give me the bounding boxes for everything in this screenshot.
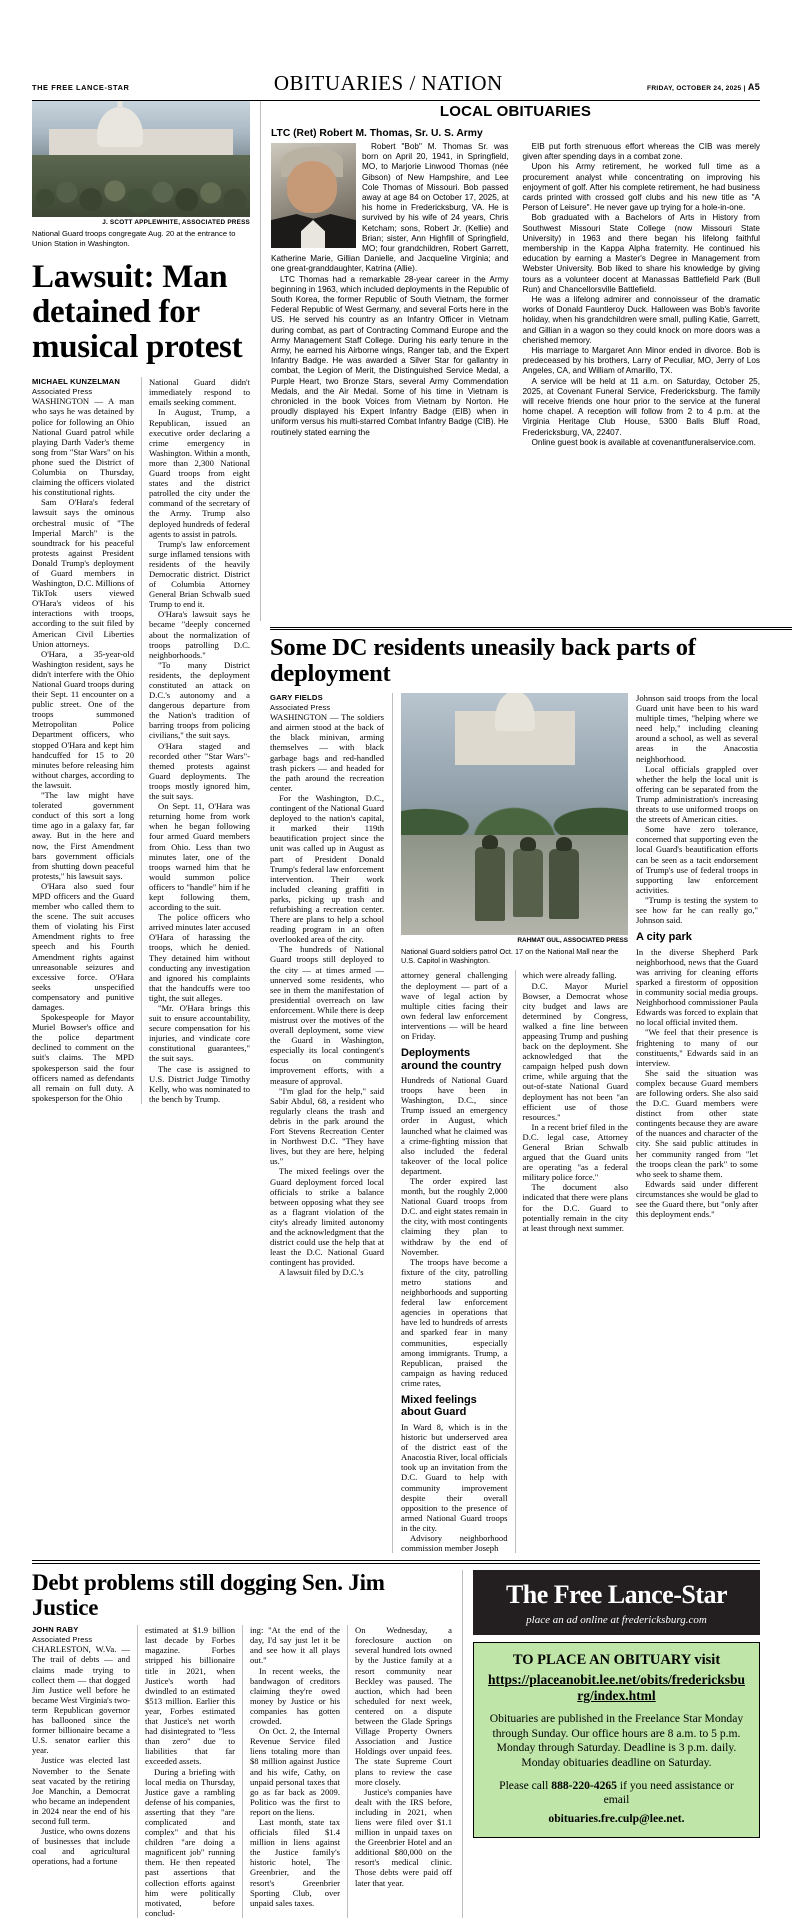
national-guard-photo [32, 101, 250, 217]
paragraph: On Sept. 11, O'Hara was returning home from work when he began following four armed Guard members from Ohio. Less than two minutes later, one of the troops warned him that he would summon police officers to "handle" him if he kept following them, according to the suit. [149, 801, 250, 913]
lead-column-1 [32, 377, 141, 1104]
paragraph: "I'm glad for the help," said Sabir Abdul, 68, a resident who regularly cleans the trash and debris in the park around the Fort Stevens Recreation Center in Northwest D.C. "They have lives, but they are here, helping us." [270, 1085, 384, 1167]
paragraph: The order expired last month, but the roughly 2,000 National Guard troops from D.C. and eight states remain in the city, with most contingents claiming they plan to withdraw by the end of November. [401, 1176, 508, 1257]
page-separator: | [743, 85, 748, 92]
lead-column-2 [141, 377, 250, 1104]
page-number: A5 [747, 82, 760, 92]
paper-name: THE FREE LANCE-STAR [32, 83, 130, 92]
ad-body-text: Obituaries are published in the Freelance Star Monday through Sunday. Our office hours are 8 a.m. to 5 p.m. Monday through Saturday. Deadline is 3 p.m. daily. Monday obituaries deadline on Saturday. [489, 1712, 744, 1769]
byline-org: Associated Press [32, 1634, 93, 1644]
debt-headline: Debt problems still dogging Sen. Jim Justice [32, 1570, 385, 1621]
bottom-zone [32, 1570, 760, 1918]
section-title: OBITUARIES / NATION [273, 71, 503, 95]
paragraph: The document also indicated that there were plans for the D.C. Guard to potentially remain in the city at least through next summer. [522, 1182, 628, 1233]
paragraph: Justice, who owns dozens of businesses that include coal and agricultural operations, had a fortune [32, 1826, 130, 1867]
paragraph: "Mr. O'Hara brings this suit to ensure accountability, secure compensation for his injuries, and vindicate core constitutional guarantees," the suit says. [149, 1003, 250, 1064]
byline-author: GARY FIELDS [270, 693, 323, 702]
debt-column-1 [32, 1625, 137, 1918]
paragraph: O'Hara's lawsuit says he became "deeply concerned about the normalization of troops patrolling D.C. neighborhoods." [149, 609, 250, 660]
paragraph: "To many District residents, the deployment constituted an attack on D.C.'s autonomy and a dangerous departure from the Nation's tradition of barring troops from policing civilians," the suit says. [149, 659, 250, 741]
debt-byline [32, 1625, 130, 1644]
debt-column-2 [137, 1625, 242, 1918]
paragraph: A lawsuit filed by D.C.'s [279, 1267, 364, 1278]
paragraph: Justice's companies have dealt with the IRS before, including in 2021, when liens were filed over $1.1 million in unpaid taxes on the Greenbrier Hotel and an additional $80,000 on the resort's medical clinic. Those debts were paid off later that year. [355, 1786, 452, 1888]
ad-headline: TO PLACE AN OBITUARY visit [512, 1652, 721, 1669]
paragraph: "We feel that their presence is frightening to many of our constituents," Edwards said in an interview. [636, 1027, 758, 1068]
ad-phone-pre: Please call [499, 1778, 552, 1792]
byline-org: Associated Press [32, 386, 93, 396]
paragraph: The case is assigned to U.S. District Judge Timothy Kelly, who was nominated to the bench by Trump. [149, 1063, 250, 1104]
lead-headline: Lawsuit: Man detained for musical protest [32, 259, 243, 366]
feature-middle [392, 693, 636, 1553]
debt-column-3 [242, 1625, 347, 1918]
paragraph: For the Washington, D.C., contingent of the National Guard deployed to the nation's capital, it marked their 119th beautification project since the unit was called up in August as part of President Donald Trump's federal law enforcement intervention. Their work included cleaning graffiti in parks, picking up trash and refurbishing a recreation center. There are plans to help a school reading program in an often overlooked area of the city. [270, 792, 384, 945]
paragraph: His marriage to Margaret Ann Minor ended in divorce. Bob is predeceased by his brothers, Larry of Peculiar, MO, Jerry of Los Angeles, CA, and William of Amarillo, TX. [522, 346, 760, 376]
paragraph: On Wednesday, a foreclosure auction on several hundred lots owned by the Justice family at a resort community near Beckley was paused. The auction, which had been scheduled for next week, centered on a dispute between the Glade Springs Village Property Owners Association and Justice Holdings over unpaid fees. The state Supreme Court plans to review the case more closely. [355, 1625, 452, 1787]
paragraph: The mixed feelings over the Guard deployment forced local officials to strike a balance between opposing what they see as a flagrant violation of the city's already limited autonomy and the acknowledgment that the district could use the help that at least the D.C. National Guard contingent has provided. [270, 1166, 384, 1268]
paragraph: Last month, state tax officials filed $1.4 million in liens against the Justice family's historic hotel, The Greenbrier, and the resort's Greenbrier Sporting Club, over unpaid sales taxes. [250, 1816, 340, 1908]
paragraph: LTC Thomas had a remarkable 28-year career in the Army beginning in 1963, which included deployments in the Republic of South Korea, the former Republic of South Vietnam, the former Federal Republic of West Germany, and several Forts here in the US. He served his country as an Infantry Officer in Vietnam during combat, as part of Contracting Command Europe and the Army Management Staff College. During his early tenure in the Army, he earned his Airborne wings, Ranger tab, and the Expert Infantry Badge. He was awarded a Silver Star for gallantry in combat, the Legion of Merit, the Distinguished Service Medal, a Purple Heart, two Bronze Stars, several Army Commendation Medals, and the Air Medal. Some of his time in Vietnam is chronicled in the book Voices from Vietnam by Norton. He proudly displayed his Expert Infantry Badge (EIB) when in uniform versus his multi-starred Combat Infantry Badge (CIB). He routinely stated earning the [271, 274, 509, 437]
paragraph: Upon his Army retirement, he worked full time as a procurement analyst while concentrating on improving his enjoyment of golf. After his complete retirement, he had business cards printed with crossed golf clubs and his new title as "A Person of Leisure". He never gave up trying for a hole-in-one. [522, 162, 760, 213]
obituary-column-1 [271, 142, 516, 448]
paragraph: Local officials grappled over whether the help the local unit is offering can be separated from the Trump administration's increasing threats to use uniformed troops on the streets of American cities. [636, 763, 758, 825]
paragraph: In Ward 8, which is in the historic but underserved area of the district east of the Anacostia River, local officials took up an invitation from the D.C. Guard to help with community improvement despite their overall opposition to the presence of armed National Guard troops in the city. [401, 1421, 508, 1533]
paragraph: WASHINGTON — A man who says he was detained by police for following an Ohio National Guard patrol while playing Darth Vader's theme song from "Star Wars" on his phone sued the District of Columbia on Thursday, claiming the officers violated his constitutional rights. [32, 396, 134, 498]
paragraph: Some have zero tolerance, concerned that supporting even the local Guard's beautification efforts can be seen as a tacit endorsement of Trump's use of federal troops in supporting law enforcement activities. [636, 824, 758, 895]
feature-column-3 [515, 970, 629, 1553]
paragraph: WASHINGTON — The soldiers and airmen stood at the back of the black minivan, arming themselves — with black garbage bags and red-handled trash pickers — and headed for the path around the recreation center. [270, 712, 384, 793]
feature-divider [270, 627, 792, 630]
paragraph: D.C. Mayor Muriel Bowser, a Democrat whose city budget and laws are determined by Congress, walked a fine line between appeasing Trump and pushing back on the deployment. She acknowledged that the campaign helped push down crime, while arguing that the out-of-state National Guard deployment has not been "an efficient use of those resources." [522, 980, 628, 1122]
ad-paper-title: The Free Lance-Star [505, 1580, 728, 1610]
bottom-divider-thick [32, 1560, 760, 1561]
paragraph: In the diverse Shepherd Park neighborhood, news that the Guard was arriving for cleaning efforts sparked a firestorm of opposition in community social media groups. Neighborhood commissioner Paula Edwards was forced to explain that no local official invited them. [636, 946, 758, 1028]
page-masthead [32, 0, 760, 96]
debt-column-4 [347, 1625, 452, 1918]
photo-caption: National Guard troops congregate Aug. 20 at the entrance to Union Station in Washington. [32, 229, 236, 248]
byline-author: MICHAEL KUNZELMAN [32, 377, 121, 387]
paragraph: O'Hara, a 35-year-old Washington resident, says he didn't interfere with the Ohio National Guard troops during their Sept. 11 encounter on a public street. One of the troops summoned Metropolitan Police Department officers, who stopped O'Hara and kept him handcuffed for 15 to 20 minutes before releasing him without charges, according to the lawsuit. [32, 648, 134, 790]
feature-subhead-city-park: A city park [636, 931, 692, 944]
paragraph: The hundreds of National Guard troops still deployed to the city — at times armed — unnerved some residents, who see in them the manifestation of presidential overreach on law enforcement. While there is deep mistrust over the motives of the overall deployment, some view the Guard in Washington, especially its local contingent's focus on community improvement efforts, with a measure of approval. [270, 944, 384, 1086]
obituary-portrait [271, 143, 356, 248]
place-obituary-link[interactable]: https://placeanobit.lee.net/obits/fredericksburg/index.html [487, 1672, 745, 1704]
feature-headline: Some DC residents uneasily back parts of deployment [270, 634, 696, 687]
place-obituary-box [473, 1642, 760, 1838]
obituary-name: LTC (Ret) Robert M. Thomas, Sr. U. S. Army [271, 128, 483, 139]
paragraph: During a briefing with local media on Thursday, Justice gave a rambling defense of his companies, asserting that they "are complicated and complex" and that his children "are doing a magnificent job" running them. He then repeated past assertions that collection efforts against him were politically motivated, before conclud- [145, 1766, 235, 1918]
feature-subhead-deployments: Deployments around the country [401, 1047, 502, 1072]
ad-masthead [473, 1570, 760, 1635]
paragraph: estimated at $1.9 billion last decade by Forbes magazine. Forbes stripped his billionaire title in 2021, when Justice's worth had dwindled to an estimated $513 million. Earlier this year, Forbes estimated that Justice's net worth had disintegrated to "less than zero" due to liabilities that far exceeded assets. [145, 1625, 235, 1767]
paragraph: Advisory neighborhood commission member Joseph [401, 1533, 508, 1554]
debt-story [32, 1570, 462, 1918]
paragraph: EIB put forth strenuous effort whereas the CIB was merely given after spending days in a combat zone. [522, 142, 760, 162]
paragraph: National Guard didn't immediately respond to emails seeking comment. [149, 377, 250, 408]
paragraph: The troops have become a fixture of the city, patrolling metro stations and neighborhoods and supporting federal law enforcement agencies in operations that have led to hundreds of arrests and sparked fear in many communities, especially among immigrants. Trump, a Republican, praised the campaign as having reduced crime rates, [401, 1256, 508, 1388]
paragraph: "Trump is testing the system to see how far he can really go," Johnson said. [636, 894, 758, 926]
ad-phone-post: if you need assistance or email [603, 1778, 734, 1807]
paragraph: In a recent brief filed in the D.C. legal case, Attorney General Brian Schwalb argued that the Guard units are operating "as a federal military police force." [522, 1121, 628, 1183]
paragraph: She said the situation was complex because Guard members are following orders. She also said the D.C. Guard members were distinct from other state contingents because they are aware of the nuances and character of the city. She said public attitudes in her community ranged from "let the troops clean the park" to some who seek to shame them. [636, 1067, 758, 1179]
ad-email-address[interactable]: obituaries.fre.culp@lee.net. [548, 1811, 685, 1825]
paragraph: In August, Trump, a Republican, issued an executive order declaring a crime emergency in Washington. Within a month, more than 2,300 National Guard troops from eight states and the district patrolled the city under the command of the secretary of the Army. Trump also deployed hundreds of federal agents to assist in patrols. [149, 407, 250, 539]
lead-byline [32, 377, 134, 396]
feature-column-4 [636, 693, 758, 1553]
guard-mall-photo [401, 693, 628, 935]
ad-phone-number[interactable]: 888-220-4265 [551, 1778, 617, 1792]
page-date-and-number [647, 82, 760, 96]
feature-mid-columns [401, 970, 628, 1553]
feature-column-1 [270, 693, 392, 1553]
lead-story [32, 101, 260, 1104]
obituary-column-2 [516, 142, 761, 448]
ad-phone-line [486, 1779, 747, 1808]
feature-column-2 [401, 970, 515, 1553]
feature-subhead-mixed-feelings: Mixed feelings about Guard [401, 1393, 477, 1419]
paragraph: which were already falling. [522, 970, 617, 981]
paragraph: Edwards said under different circumstances she would be glad to see the Guard there, but "only after this deployment ends." [636, 1178, 758, 1220]
paragraph: Trump's law enforcement surge inflamed tensions with residents of the heavily Democratic district. District of Columbia Attorney General Brian Schwalb sued Trump to end it. [149, 538, 250, 610]
paragraph: He was a lifelong admirer and connoisseur of the dramatic works of Donald Fauntleroy Duck. Halloween was Bob's favorite holiday, when his grandchildren were small, pulling Katie, Garrett, and Gillian in a wagon so they could knock on more doors was a cherished memory. [522, 295, 760, 345]
paragraph: O'Hara staged and recorded other "Star Wars"-themed protests against Guard deployments. The troops mostly ignored him, the suit says. [149, 740, 250, 802]
paragraph: attorney general challenging the deployment — part of a wave of legal action by multiple cities facing their own federal law enforcement interventions — will be heard on Friday. [401, 970, 508, 1041]
paragraph: A service will be held at 11 a.m. on Saturday, October 25, 2025, at Covenant Funeral Service, Fredericksburg. The family will receive friends one hour prior to the service at the funeral home chapel. A reception will follow from 2 to 4 p.m. at the Virginia Heritage Club House, 5300 Balls Bluff Road, Fredericksburg, VA, 22407. [522, 376, 760, 437]
paragraph: Online guest book is available at covenantfuneralservice.com. [531, 437, 756, 447]
obituary-ad-column [462, 1570, 760, 1918]
paragraph: Sam O'Hara's federal lawsuit says the ominous orchestral music of "The Imperial March" is the soundtrack for his peaceful protests against President Donald Trump's deployment of Guard members in Washington, D.C. Millions of TikTok users viewed O'Hara's videos of his interactions with troops, according to the suit filed by American Civil Liberties Union attorneys. [32, 497, 134, 649]
paragraph: Justice was elected last November to the Senate seat vacated by the retiring Joe Manchin, a Democrat who became an independent in 2024 near the end of his second full term. [32, 1755, 130, 1826]
feature-byline [270, 693, 384, 712]
byline-org: Associated Press [270, 702, 331, 712]
dc-feature-section [270, 627, 792, 1553]
paragraph: Spokespeople for Mayor Muriel Bowser's office and the police department declined to comment on the suit's claims. The MPD spokesperson said the four officers named as defendants all remain on full duty. A spokesperson for the Ohio [32, 1012, 134, 1103]
photo-credit: RAHMAT GUL, ASSOCIATED PRESS [517, 937, 628, 944]
paragraph: On Oct. 2, the Internal Revenue Service filed liens totaling more than $8 million against Justice and his wife, Cathy, on unpaid personal taxes that go as far back as 2009. Politico was the first to report on the liens. [250, 1726, 340, 1817]
paragraph: O'Hara also sued four MPD officers and the Guard member who called them to the scene. The suit accuses them of violating his First Amendment rights to free speech and his Fourth Amendment rights against unreasonable seizures and excessive force. O'Hara seeks unspecified compensatory and punitive damages. [32, 880, 134, 1012]
issue-date: FRIDAY, OCTOBER 24, 2025 [647, 85, 742, 92]
paragraph: Hundreds of National Guard troops have been in Washington, D.C., since Trump issued an emergency order in August, which launched what he claimed was a crime-fighting mission that also included the federal takeover of the local police department. [401, 1075, 508, 1176]
local-obituaries-section [260, 101, 760, 621]
paragraph: In recent weeks, the bandwagon of creditors claiming they're owed money by Justice or his companies has gotten crowded. [250, 1665, 340, 1727]
ad-place-online-text: place an ad online at fredericksburg.com [526, 1614, 707, 1627]
local-obituaries-title: LOCAL OBITUARIES [439, 103, 592, 120]
paragraph: Robert "Bob" M. Thomas Sr. was born on April 20, 1941, in Springfield, MO, to Marjorie Linwood Thomas (née Gibson) of New Hampshire, and Lee Cole Thomas of Missouri. Bob passed away at age 84 on October 17, 2025, at his home in Fredericksburg, VA. He is survived by his wife of 24 years, Chris Ketcham; sons, Robert Jr. (Kellie) and Brian; sister, Ann Highfill of Springfield, MO; four grandchildren, Robert Garrett, Katherine Marie, Gillian Danielle, and Jacqueline Virginia; and one great-granddaughter, Katrina (Allie). [271, 142, 509, 274]
paragraph: "The law might have tolerated government conduct of this sort a long time ago in a galaxy far, far away. But in the here and now, the First Amendment bars government officials from shutting down peaceful protests," his lawsuit says. [32, 790, 134, 881]
paragraph: The police officers who arrived minutes later accused O'Hara of harassing the troops, which he denied. They detained him without conducting any investigation and ignored his complaints that the handcuffs were too tight, the suit alleges. [149, 912, 250, 1003]
byline-author: JOHN RABY [32, 1625, 79, 1635]
paragraph: ing: "At the end of the day, I'd say just let it be and see how it all plays out." [250, 1625, 340, 1666]
photo-credit: J. SCOTT APPLEWHITE, ASSOCIATED PRESS [102, 219, 250, 226]
paragraph: Bob graduated with a Bachelors of Arts in History from Southwest Missouri State College (now Missouri State University) in 1963 and there began his lifelong faithful membership in the Kappa Alpha fraternity. He continued his education by earning a Master's Degree in Management from Webster University. Bob liked to share his knowledge by giving tours as a volunteer docent at Manassas Battlefield Park (Bull Run) and Chancellorsville Battlefield. [522, 213, 760, 294]
photo-caption: National Guard soldiers patrol Oct. 17 on the National Mall near the U.S. Capitol in Washington. [401, 947, 619, 966]
bottom-divider-thin [32, 1563, 760, 1564]
paragraph: CHARLESTON, W.Va. — The trail of debts — and claims made trying to collect them — that dogged Jim Justice well before he became West Virginia's two-term Republican governor has ballooned since the former billionaire became a U.S. senator earlier this year. [32, 1644, 130, 1756]
paragraph: Johnson said troops from the local Guard unit have been to his ward multiple times, "helping where we need help," including cleaning around a school, as well as several areas in the Anacostia neighborhood. [636, 693, 758, 764]
